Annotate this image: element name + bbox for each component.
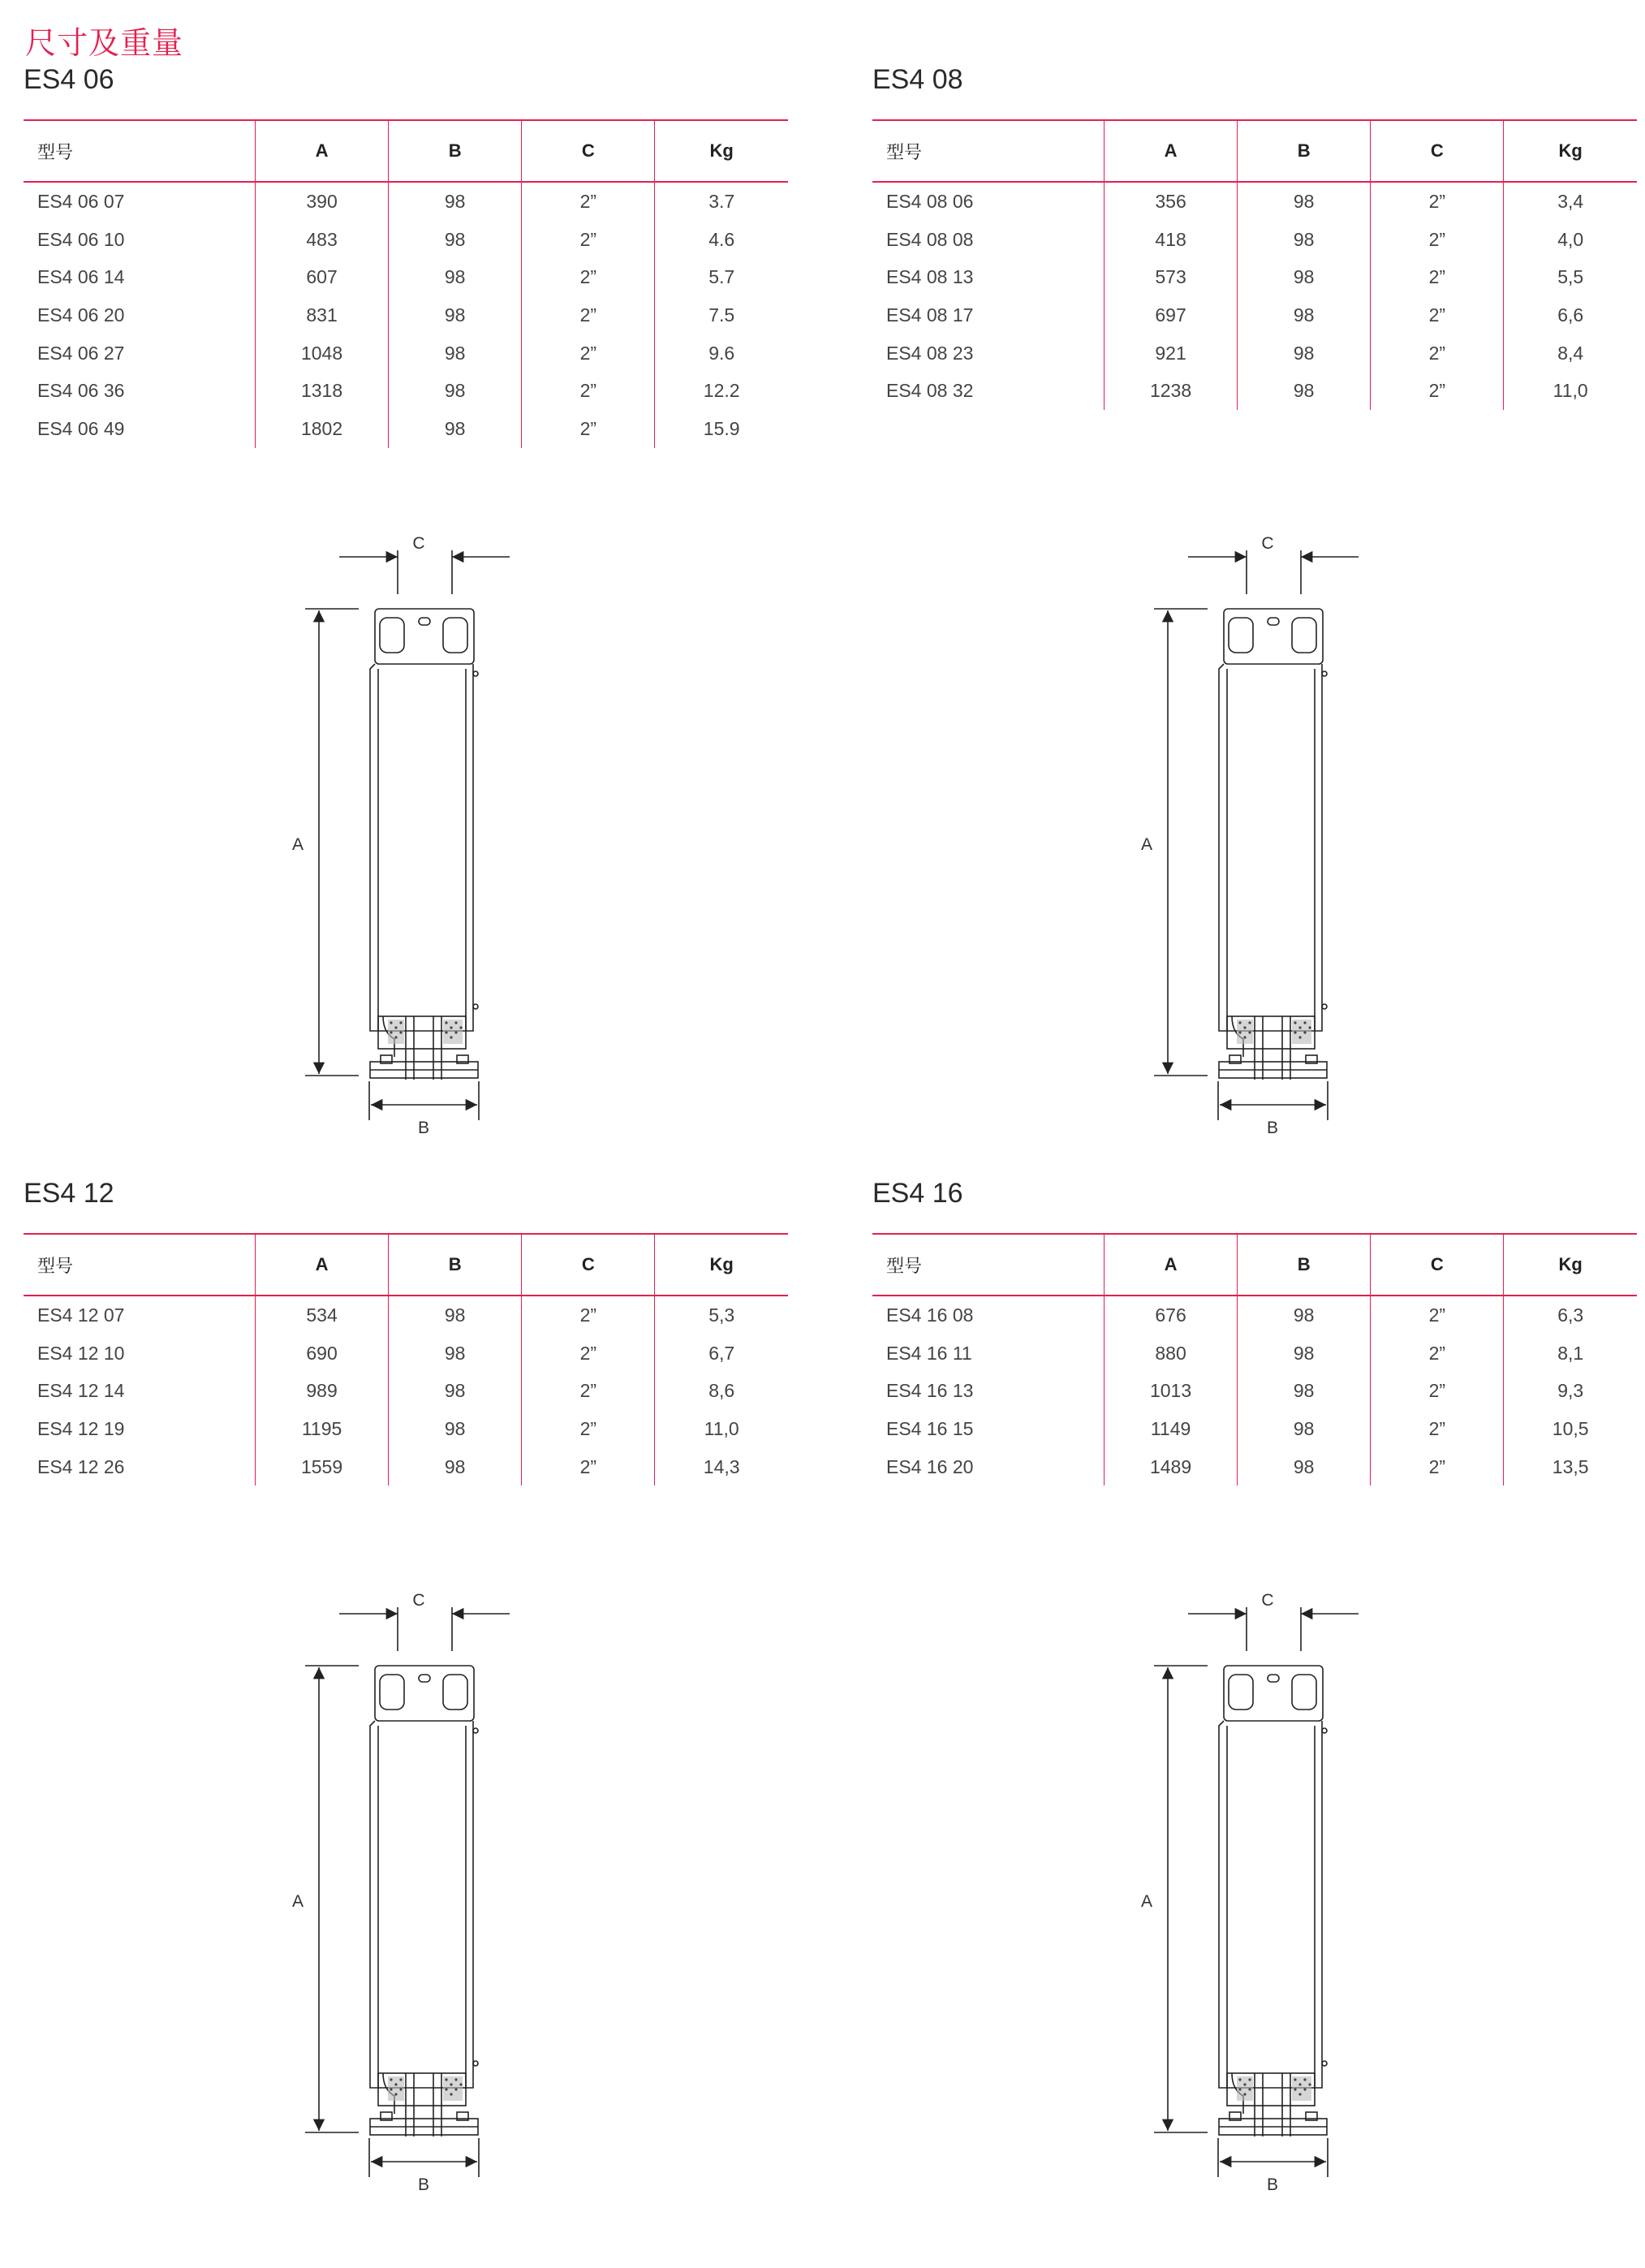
a-cell: 1149 [1105, 1410, 1238, 1448]
kg-cell: 8,1 [1504, 1334, 1637, 1373]
kg-cell: 4,0 [1504, 221, 1637, 259]
table-row [872, 372, 1637, 410]
b-cell: 98 [389, 258, 522, 296]
c-cell: 2” [522, 182, 655, 221]
column-header-b: B [1238, 1234, 1371, 1296]
table-header-row [24, 1234, 788, 1296]
dimension-label-b: B [1266, 2175, 1279, 2194]
section-title: ES4 06 [24, 64, 114, 95]
kg-cell: 6,7 [655, 1334, 788, 1373]
a-cell: 356 [1105, 182, 1238, 221]
kg-cell: 10,5 [1504, 1410, 1637, 1448]
kg-cell: 9,3 [1504, 1372, 1637, 1410]
b-cell: 98 [389, 372, 522, 410]
dimension-drawing [260, 520, 552, 1153]
b-cell: 98 [389, 1410, 522, 1448]
section-title: ES4 12 [24, 1178, 114, 1209]
c-cell: 2” [1371, 1410, 1504, 1448]
b-cell: 98 [389, 296, 522, 334]
section-title: ES4 08 [872, 64, 963, 95]
column-header-kg: Kg [655, 120, 788, 182]
a-cell: 1802 [256, 410, 389, 448]
model-cell: ES4 12 19 [37, 1417, 125, 1439]
table-row [872, 182, 1637, 221]
model-cell: ES4 06 07 [37, 190, 125, 212]
table-row [872, 1410, 1637, 1448]
dimension-label-c: C [1261, 1591, 1274, 1610]
a-cell: 534 [256, 1296, 389, 1334]
b-cell: 98 [1238, 1296, 1371, 1334]
b-cell: 98 [1238, 1372, 1371, 1410]
kg-cell: 8,6 [655, 1372, 788, 1410]
b-cell: 98 [1238, 1334, 1371, 1373]
table-row [872, 1296, 1637, 1334]
dimension-drawing-svg [1109, 1576, 1401, 2210]
table-row [872, 1334, 1637, 1373]
column-header-kg: Kg [1504, 120, 1637, 182]
table-row [872, 334, 1637, 373]
c-cell: 2” [522, 221, 655, 259]
kg-cell: 13,5 [1504, 1448, 1637, 1486]
model-cell: ES4 06 36 [37, 380, 125, 402]
c-cell: 2” [1371, 258, 1504, 296]
model-cell: ES4 16 13 [886, 1380, 974, 1402]
c-cell: 2” [522, 296, 655, 334]
c-cell: 2” [522, 1296, 655, 1334]
kg-cell: 11,0 [1504, 372, 1637, 410]
dimension-label-b: B [417, 2175, 430, 2194]
dimension-drawing [260, 1576, 552, 2210]
b-cell: 98 [389, 410, 522, 448]
dimension-label-c: C [412, 534, 425, 553]
table-row [24, 1372, 788, 1410]
kg-cell: 12.2 [655, 372, 788, 410]
column-header-c: C [1371, 1234, 1504, 1296]
table-row [872, 1372, 1637, 1410]
dimension-drawing-svg [1109, 520, 1401, 1153]
c-cell: 2” [522, 258, 655, 296]
b-cell: 98 [1238, 296, 1371, 334]
table-row [24, 334, 788, 373]
a-cell: 1048 [256, 334, 389, 373]
b-cell: 98 [389, 334, 522, 373]
dimension-label-b: B [417, 1119, 430, 1137]
column-header-kg: Kg [655, 1234, 788, 1296]
column-header-c: C [1371, 120, 1504, 182]
table-row [24, 1296, 788, 1334]
c-cell: 2” [1371, 1334, 1504, 1373]
kg-cell: 15.9 [655, 410, 788, 448]
b-cell: 98 [389, 221, 522, 259]
table-row [24, 221, 788, 259]
b-cell: 98 [1238, 182, 1371, 221]
c-cell: 2” [522, 1410, 655, 1448]
a-cell: 1559 [256, 1448, 389, 1486]
dimension-drawing-svg [260, 520, 552, 1153]
c-cell: 2” [1371, 221, 1504, 259]
kg-cell: 6,3 [1504, 1296, 1637, 1334]
a-cell: 1489 [1105, 1448, 1238, 1486]
table-row [24, 1334, 788, 1373]
model-cell: ES4 08 32 [886, 380, 974, 402]
table-header-row [872, 1234, 1637, 1296]
model-cell: ES4 06 49 [37, 417, 125, 439]
kg-cell: 5,5 [1504, 258, 1637, 296]
b-cell: 98 [1238, 221, 1371, 259]
dimension-label-a: A [1140, 835, 1153, 854]
dimension-label-a: A [291, 835, 304, 854]
column-header-kg: Kg [1504, 1234, 1637, 1296]
b-cell: 98 [389, 1296, 522, 1334]
column-header-a: A [256, 120, 389, 182]
kg-cell: 9.6 [655, 334, 788, 373]
c-cell: 2” [1371, 372, 1504, 410]
spec-table [872, 1233, 1637, 1485]
a-cell: 697 [1105, 296, 1238, 334]
a-cell: 1195 [256, 1410, 389, 1448]
a-cell: 1238 [1105, 372, 1238, 410]
b-cell: 98 [1238, 334, 1371, 373]
kg-cell: 4.6 [655, 221, 788, 259]
c-cell: 2” [1371, 334, 1504, 373]
table-row [24, 1410, 788, 1448]
c-cell: 2” [522, 410, 655, 448]
model-cell: ES4 12 10 [37, 1342, 125, 1364]
a-cell: 831 [256, 296, 389, 334]
column-header-b: B [1238, 120, 1371, 182]
column-header-b: B [389, 1234, 522, 1296]
kg-cell: 6,6 [1504, 296, 1637, 334]
b-cell: 98 [1238, 1448, 1371, 1486]
column-header-a: A [256, 1234, 389, 1296]
a-cell: 1013 [1105, 1372, 1238, 1410]
column-header-c: C [522, 120, 655, 182]
c-cell: 2” [1371, 182, 1504, 221]
column-header-model: 型号 [872, 120, 1105, 182]
table-row [872, 296, 1637, 334]
table-row [872, 258, 1637, 296]
c-cell: 2” [522, 334, 655, 373]
table-row [24, 372, 788, 410]
spec-table [24, 119, 788, 448]
c-cell: 2” [1371, 296, 1504, 334]
b-cell: 98 [389, 182, 522, 221]
dimension-drawing [1109, 1576, 1401, 2210]
a-cell: 921 [1105, 334, 1238, 373]
kg-cell: 3,4 [1504, 182, 1637, 221]
a-cell: 573 [1105, 258, 1238, 296]
a-cell: 418 [1105, 221, 1238, 259]
b-cell: 98 [389, 1334, 522, 1373]
column-header-a: A [1105, 1234, 1238, 1296]
model-cell: ES4 12 14 [37, 1380, 125, 1402]
column-header-model: 型号 [24, 120, 256, 182]
table-header-row [24, 120, 788, 182]
c-cell: 2” [522, 372, 655, 410]
c-cell: 2” [1371, 1372, 1504, 1410]
a-cell: 690 [256, 1334, 389, 1373]
dimension-label-b: B [1266, 1119, 1279, 1137]
model-cell: ES4 16 20 [886, 1455, 974, 1477]
a-cell: 483 [256, 221, 389, 259]
dimension-drawing-svg [260, 1576, 552, 2210]
b-cell: 98 [389, 1372, 522, 1410]
model-cell: ES4 08 08 [886, 228, 974, 250]
model-cell: ES4 16 11 [886, 1342, 972, 1364]
b-cell: 98 [1238, 372, 1371, 410]
dimension-label-a: A [1140, 1892, 1153, 1911]
model-cell: ES4 08 13 [886, 266, 974, 288]
b-cell: 98 [1238, 258, 1371, 296]
a-cell: 1318 [256, 372, 389, 410]
a-cell: 390 [256, 182, 389, 221]
table-row [24, 258, 788, 296]
model-cell: ES4 08 23 [886, 342, 974, 364]
dimension-label-c: C [412, 1591, 425, 1610]
dimension-label-c: C [1261, 534, 1274, 553]
column-header-model: 型号 [24, 1234, 256, 1296]
model-cell: ES4 08 06 [886, 190, 974, 212]
a-cell: 880 [1105, 1334, 1238, 1373]
column-header-b: B [389, 120, 522, 182]
kg-cell: 14,3 [655, 1448, 788, 1486]
spec-table [872, 119, 1637, 410]
c-cell: 2” [1371, 1448, 1504, 1486]
kg-cell: 5.7 [655, 258, 788, 296]
model-cell: ES4 06 20 [37, 304, 125, 326]
table-row [872, 1448, 1637, 1486]
table-row [24, 1448, 788, 1486]
kg-cell: 11,0 [655, 1410, 788, 1448]
model-cell: ES4 06 14 [37, 266, 125, 288]
model-cell: ES4 12 26 [37, 1455, 125, 1477]
a-cell: 989 [256, 1372, 389, 1410]
table-row [24, 182, 788, 221]
table-row [24, 410, 788, 448]
model-cell: ES4 16 15 [886, 1417, 974, 1439]
kg-cell: 3.7 [655, 182, 788, 221]
column-header-a: A [1105, 120, 1238, 182]
section-title: ES4 16 [872, 1178, 963, 1209]
b-cell: 98 [1238, 1410, 1371, 1448]
table-header-row [872, 120, 1637, 182]
model-cell: ES4 08 17 [886, 304, 974, 326]
c-cell: 2” [522, 1372, 655, 1410]
table-row [24, 296, 788, 334]
c-cell: 2” [1371, 1296, 1504, 1334]
kg-cell: 8,4 [1504, 334, 1637, 373]
model-cell: ES4 06 10 [37, 228, 125, 250]
c-cell: 2” [522, 1334, 655, 1373]
dimension-label-a: A [291, 1892, 304, 1911]
dimension-drawing [1109, 520, 1401, 1153]
a-cell: 676 [1105, 1296, 1238, 1334]
kg-cell: 7.5 [655, 296, 788, 334]
spec-table [24, 1233, 788, 1485]
table-row [872, 221, 1637, 259]
page-title: 尺寸及重量 [25, 25, 184, 61]
model-cell: ES4 06 27 [37, 342, 125, 364]
a-cell: 607 [256, 258, 389, 296]
kg-cell: 5,3 [655, 1296, 788, 1334]
column-header-model: 型号 [872, 1234, 1105, 1296]
model-cell: ES4 12 07 [37, 1304, 125, 1326]
column-header-c: C [522, 1234, 655, 1296]
b-cell: 98 [389, 1448, 522, 1486]
c-cell: 2” [522, 1448, 655, 1486]
model-cell: ES4 16 08 [886, 1304, 974, 1326]
